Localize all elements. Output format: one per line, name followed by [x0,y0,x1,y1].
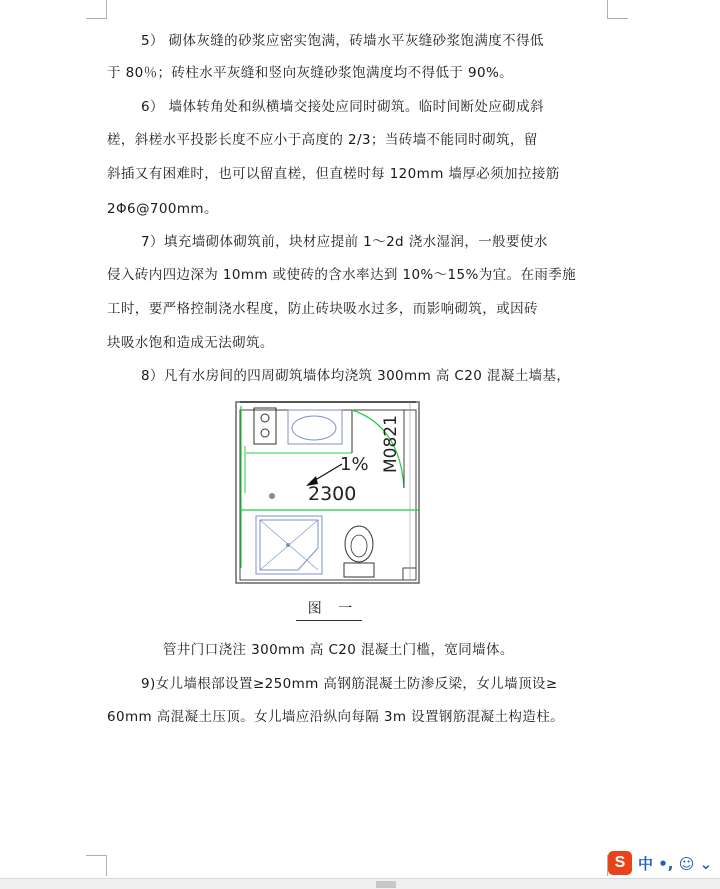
text-line: 8）凡有水房间的四周砌筑墙体均浇筑 300mm 高 C20 混凝土墙基， [141,368,571,384]
horizontal-scrollbar[interactable] [0,878,720,889]
slope-label: 1% [340,454,369,475]
ime-mode-indicator[interactable]: 中 •, ☺ ⌄ [638,854,713,873]
sogou-logo-icon[interactable]: S [608,851,632,875]
text-line: 工时，要严格控制浇水程度，防止砖块吸水过多，而影响砌筑，或因砖 [107,301,538,317]
text-line: 7）填充墙砌体砌筑前，块材应提前 1～2d 浇水湿润，一般要使水 [141,234,548,250]
ime-toolbar[interactable] [608,850,720,876]
text-line: 块吸水饱和造成无法砌筑。 [107,335,274,351]
text-line: 5） 砌体灰缝的砂浆应密实饱满，砖墙水平灰缝砂浆饱满度不得低 [141,33,544,49]
text-line: 6） 墙体转角处和纵横墙交接处应同时砌筑。临时间断处应砌成斜 [141,99,544,115]
page-corner-mark [607,0,628,19]
text-line: 槎，斜槎水平投影长度不应小于高度的 2/3；当砖墙不能同时砌筑，留 [107,132,538,148]
figure-caption: 图 一 [307,601,359,617]
door-label: M0821 [381,415,401,473]
scrollbar-thumb[interactable] [376,881,396,888]
width-label: 2300 [308,483,357,505]
page-corner-mark [86,855,107,876]
page-corner-mark [86,0,107,19]
bathroom-floor-plan [232,398,420,603]
text-line: 管井门口浇注 300mm 高 C20 混凝土门槛，宽同墙体。 [163,642,514,658]
text-line: 2Φ6@700mm。 [107,201,218,217]
caption-underline [296,620,362,621]
text-line: 于 80％；砖柱水平灰缝和竖向灰缝砂浆饱满度均不得低于 90%。 [107,65,514,81]
text-line: 侵入砖内四边深为 10mm 或使砖的含水率达到 10%～15%为宜。在雨季施 [107,267,577,283]
text-line: 9)女儿墙根部设置≥250mm 高钢筋混凝土防渗反梁，女儿墙顶设≥ [141,676,558,692]
text-line: 斜插又有困难时，也可以留直槎，但直槎时每 120mm 墙厚必须加拉接筋 [107,166,560,182]
text-line: 60mm 高混凝土压顶。女儿墙应沿纵向每隔 3m 设置钢筋混凝土构造柱。 [107,709,564,725]
